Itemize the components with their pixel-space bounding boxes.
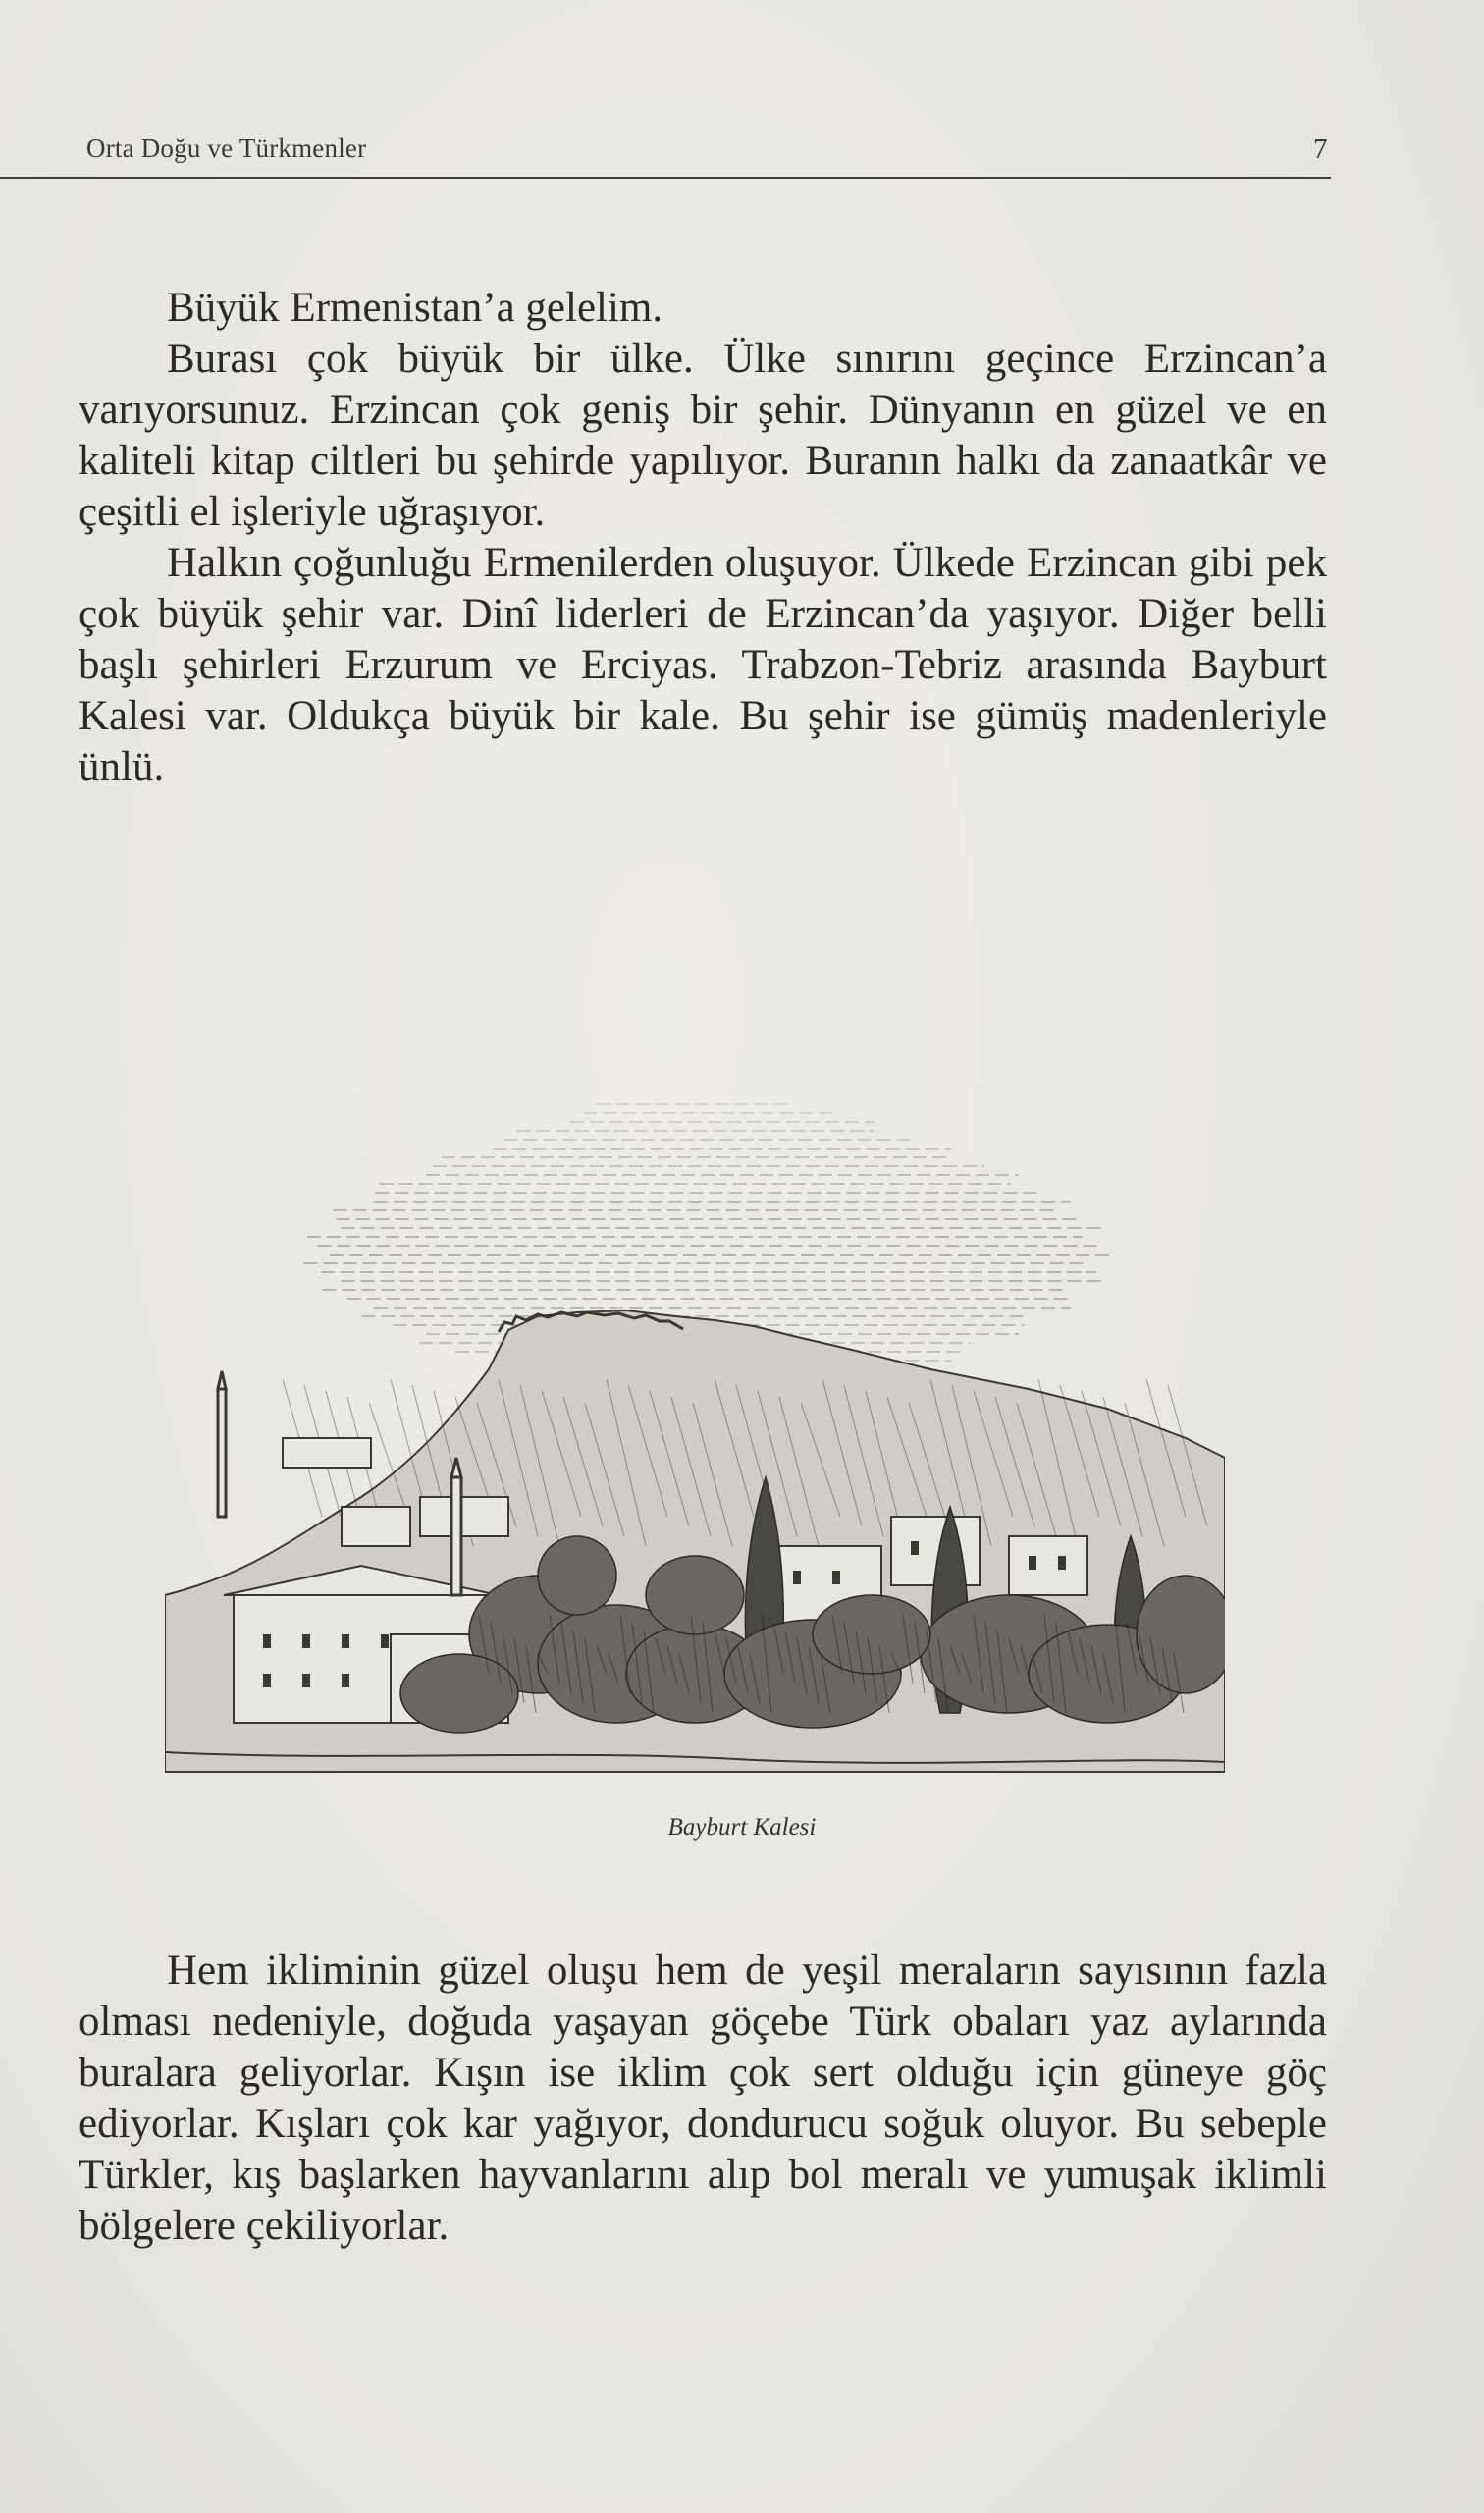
figure-caption: Bayburt Kalesi <box>667 1814 817 1841</box>
paragraph: Hem ikliminin güzel oluşu hem de yeşil meraların sayısının fazla olması nedeniyle, doğuda yaşayan göçebe Türk obaları yaz aylarında buralara geliyorlar. Kışın ise iklim çok sert olduğu için güneye göç ediyorlar. Kışları çok kar yağıyor, dondurucu soğuk oluyor. Bu sebeple Türkler, kış başlarken hayvanlarını alıp bol meralı ve yumuşak iklimli bölgelere çekiliyorlar. <box>79 1948 1327 2249</box>
engraving-illustration <box>165 1085 1225 1791</box>
running-title: Orta Doğu ve Türkmenler <box>86 134 367 163</box>
body-text-top <box>79 283 1327 793</box>
paragraph: Halkın çoğunluğu Ermenilerden oluşuyor. Ülkede Erzincan gibi pek çok büyük şehir var. Dinî liderleri de Erzincan’da yaşıyor. Diğer belli başlı şehirleri Erzurum ve Erciyas. Trabzon-Tebriz arasında Bayburt Kalesi var. Oldukça büyük bir kale. Bu şehir ise gümüş madenleriyle ünlü. <box>79 540 1327 790</box>
paragraph: Burası çok büyük bir ülke. Ülke sınırını geçince Erzincan’a varıyorsunuz. Erzincan çok geniş bir şehir. Dünyanın en güzel ve en kaliteli kitap ciltleri bu şehirde yapılıyor. Buranın halkı da zanaatkâr ve çeşitli el işleriyle uğraşıyor. <box>79 336 1327 535</box>
header-rule <box>0 177 1331 179</box>
bayburt-castle-engraving <box>165 1085 1225 1791</box>
body-text-bottom <box>79 1946 1327 2252</box>
page-number: 7 <box>1313 134 1328 165</box>
paragraph: Büyük Ermenistan’a gelelim. <box>167 285 663 331</box>
